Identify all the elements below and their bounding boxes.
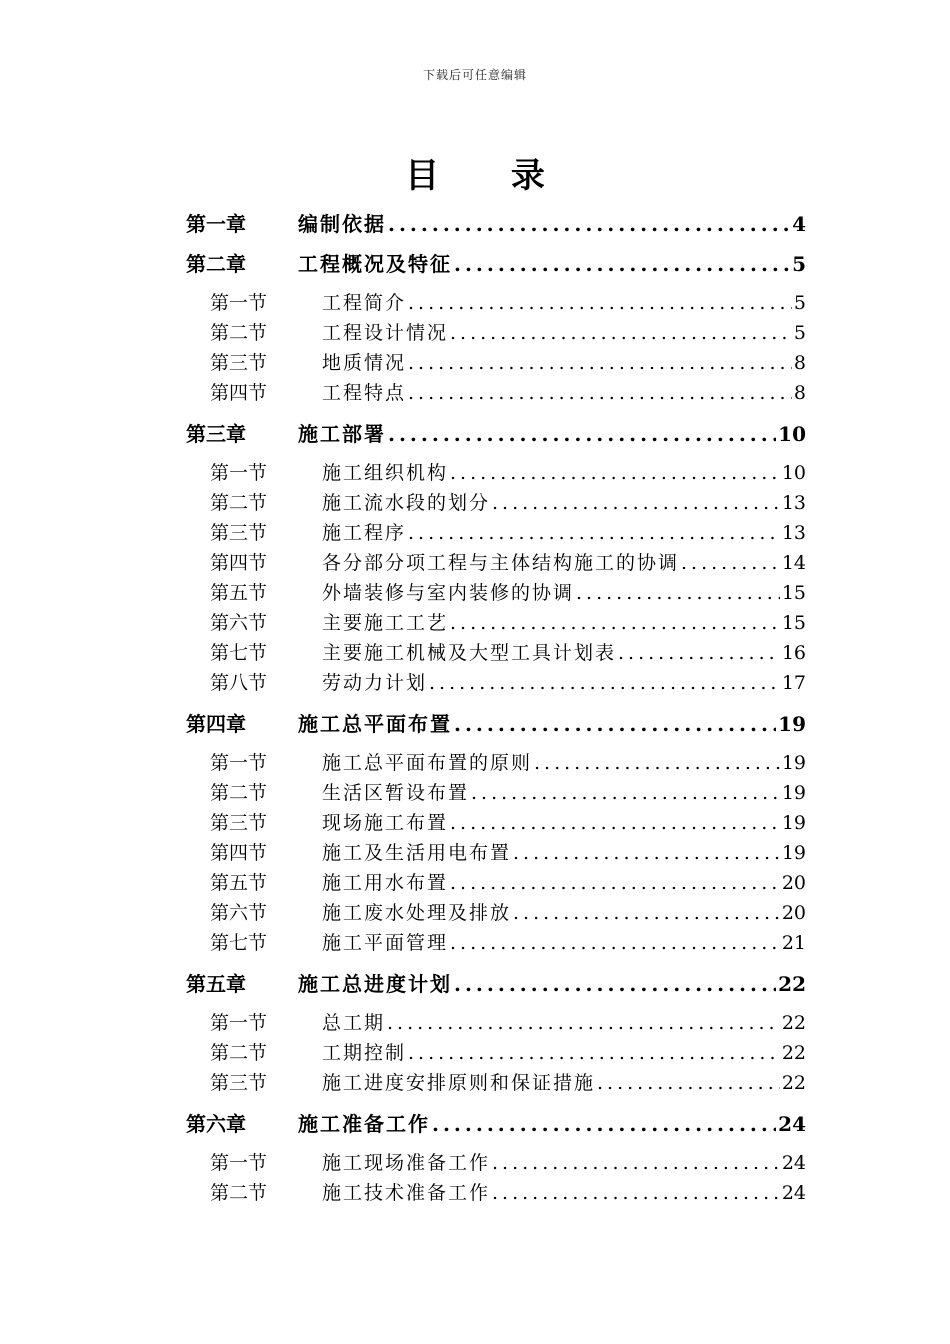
toc-entry-number: 第二节 — [210, 492, 268, 514]
toc-entry-number: 第一节 — [210, 1152, 268, 1174]
toc-entry-number: 第三章 — [186, 422, 246, 446]
toc-dot-leader — [387, 1012, 780, 1034]
toc-page-number: 19 — [781, 782, 806, 804]
toc-page-number: 15 — [781, 582, 806, 604]
toc-entry-title: 施工组织机构 — [322, 462, 449, 484]
toc-page-number: 24 — [781, 1152, 806, 1174]
toc-page-number: 22 — [781, 1042, 806, 1064]
toc-entry-title: 施工用水布置 — [322, 872, 449, 894]
toc-page-number: 8 — [793, 382, 806, 404]
toc-entry-number: 第四节 — [210, 382, 268, 404]
toc-entry-number: 第二章 — [186, 252, 246, 276]
toc-page-number: 20 — [781, 902, 806, 924]
toc-dot-leader — [408, 1042, 780, 1064]
toc-entry-number: 第三节 — [210, 522, 268, 544]
toc-section-row[interactable] — [210, 458, 806, 485]
toc-dot-leader — [513, 842, 780, 864]
toc-dot-leader — [450, 462, 780, 484]
toc-page-number: 13 — [781, 492, 806, 514]
toc-entry-title: 地质情况 — [322, 352, 407, 374]
toc-section-row[interactable] — [210, 638, 806, 665]
toc-dot-leader — [388, 422, 776, 446]
toc-section-row[interactable] — [210, 748, 806, 775]
toc-section-row[interactable] — [210, 1008, 806, 1035]
page-title: 目 录 — [405, 156, 575, 196]
toc-dot-leader — [576, 582, 780, 604]
toc-section-row[interactable] — [210, 868, 806, 895]
toc-section-row[interactable] — [210, 608, 806, 635]
toc-section-row[interactable] — [210, 808, 806, 835]
toc-entry-number: 第五节 — [210, 582, 268, 604]
toc-dot-leader — [454, 712, 776, 736]
toc-entry-number: 第四节 — [210, 552, 268, 574]
toc-page-number: 10 — [778, 422, 806, 446]
toc-entry-title: 施工技术准备工作 — [322, 1182, 491, 1204]
header-note: 下载后可任意编辑 — [422, 68, 527, 82]
toc-page-number: 15 — [781, 612, 806, 634]
toc-section-row[interactable] — [210, 928, 806, 955]
toc-dot-leader — [408, 382, 792, 404]
toc-entry-title: 施工程序 — [322, 522, 407, 544]
toc-dot-leader — [408, 292, 792, 314]
toc-entry-title: 劳动力计划 — [322, 672, 428, 694]
toc-chapter-row[interactable] — [186, 248, 806, 277]
toc-entry-number: 第三节 — [210, 812, 268, 834]
toc-dot-leader — [492, 1152, 780, 1174]
toc-dot-leader — [454, 972, 776, 996]
toc-entry-number: 第七节 — [210, 642, 268, 664]
toc-dot-leader — [492, 492, 780, 514]
toc-section-row[interactable] — [210, 548, 806, 575]
toc-page-number: 13 — [781, 522, 806, 544]
toc-entry-number: 第二节 — [210, 1042, 268, 1064]
toc-entry-number: 第一节 — [210, 292, 268, 314]
toc-dot-leader — [492, 1182, 780, 1204]
toc-entry-title: 施工总平面布置的原则 — [322, 752, 533, 774]
toc-entry-number: 第一节 — [210, 462, 268, 484]
toc-page-number: 19 — [781, 842, 806, 864]
toc-entry-title: 施工平面管理 — [322, 932, 449, 954]
toc-dot-leader — [450, 322, 792, 344]
toc-section-row[interactable] — [210, 318, 806, 345]
toc-page-number: 5 — [793, 292, 806, 314]
toc-section-row[interactable] — [210, 488, 806, 515]
toc-chapter-row[interactable] — [186, 708, 806, 737]
toc-dot-leader — [432, 1112, 776, 1136]
toc-entry-number: 第三节 — [210, 352, 268, 374]
toc-entry-title: 现场施工布置 — [322, 812, 449, 834]
toc-page-number: 19 — [781, 812, 806, 834]
toc-chapter-row[interactable] — [186, 418, 806, 447]
toc-entry-title: 工程简介 — [322, 292, 407, 314]
toc-entry-number: 第五章 — [186, 972, 246, 996]
toc-dot-leader — [450, 612, 780, 634]
toc-dot-leader — [513, 902, 780, 924]
toc-page-number: 19 — [778, 712, 806, 736]
toc-dot-leader — [681, 552, 780, 574]
toc-section-row[interactable] — [210, 898, 806, 925]
toc-section-row[interactable] — [210, 1148, 806, 1175]
toc-page-number: 8 — [793, 352, 806, 374]
toc-entry-number: 第三节 — [210, 1072, 268, 1094]
toc-section-row[interactable] — [210, 288, 806, 315]
toc-section-row[interactable] — [210, 778, 806, 805]
toc-entry-title: 施工进度安排原则和保证措施 — [322, 1072, 596, 1094]
toc-entry-title: 外墙装修与室内装修的协调 — [322, 582, 575, 604]
toc-entry-number: 第五节 — [210, 872, 268, 894]
toc-entry-title: 工程特点 — [322, 382, 407, 404]
toc-dot-leader — [618, 642, 780, 664]
toc-entry-number: 第七节 — [210, 932, 268, 954]
toc-entry-title: 施工总进度计划 — [298, 972, 452, 996]
toc-entry-title: 施工准备工作 — [298, 1112, 430, 1136]
toc-section-row[interactable] — [210, 578, 806, 605]
toc-dot-leader — [597, 1072, 780, 1094]
toc-dot-leader — [454, 252, 790, 276]
toc-entry-title: 编制依据 — [298, 212, 386, 236]
toc-entry-number: 第四章 — [186, 712, 246, 736]
toc-page-number: 10 — [781, 462, 806, 484]
toc-entry-number: 第一章 — [186, 212, 246, 236]
toc-page-number: 21 — [781, 932, 806, 954]
toc-entry-title: 工程设计情况 — [322, 322, 449, 344]
toc-dot-leader — [534, 752, 780, 774]
toc-entry-number: 第六节 — [210, 612, 268, 634]
toc-page-number: 16 — [781, 642, 806, 664]
toc-entry-title: 施工总平面布置 — [298, 712, 452, 736]
toc-section-row[interactable] — [210, 348, 806, 375]
toc-page-number: 4 — [792, 212, 806, 236]
toc-page-number: 19 — [781, 752, 806, 774]
toc-dot-leader — [471, 782, 780, 804]
toc-dot-leader — [408, 352, 792, 374]
toc-section-row[interactable] — [210, 378, 806, 405]
toc-page-number: 24 — [781, 1182, 806, 1204]
toc-page-number: 17 — [781, 672, 806, 694]
toc-entry-title: 施工废水处理及排放 — [322, 902, 512, 924]
toc-dot-leader — [388, 212, 790, 236]
toc-page-number: 22 — [781, 1072, 806, 1094]
toc-entry-number: 第二节 — [210, 1182, 268, 1204]
toc-entry-number: 第四节 — [210, 842, 268, 864]
toc-section-row[interactable] — [210, 1068, 806, 1095]
toc-entry-title: 施工及生活用电布置 — [322, 842, 512, 864]
toc-chapter-row[interactable] — [186, 968, 806, 997]
toc-page-number: 22 — [778, 972, 806, 996]
toc-page-number: 22 — [781, 1012, 806, 1034]
toc-entry-number: 第二节 — [210, 322, 268, 344]
toc-page-number: 5 — [792, 252, 806, 276]
toc-dot-leader — [450, 932, 780, 954]
toc-section-row[interactable] — [210, 1038, 806, 1065]
toc-entry-title: 主要施工工艺 — [322, 612, 449, 634]
toc-dot-leader — [450, 872, 780, 894]
toc-entry-number: 第一节 — [210, 752, 268, 774]
toc-entry-title: 工期控制 — [322, 1042, 407, 1064]
toc-entry-number: 第六节 — [210, 902, 268, 924]
toc-entry-title: 各分部分项工程与主体结构施工的协调 — [322, 552, 680, 574]
toc-chapter-row[interactable] — [186, 208, 806, 237]
toc-entry-number: 第六章 — [186, 1112, 246, 1136]
toc-entry-title: 施工部署 — [298, 422, 386, 446]
toc-entry-title: 生活区暂设布置 — [322, 782, 470, 804]
toc-dot-leader — [408, 522, 780, 544]
toc-dot-leader — [429, 672, 780, 694]
toc-entry-number: 第八节 — [210, 672, 268, 694]
toc-entry-title: 总工期 — [322, 1012, 386, 1034]
toc-entry-number: 第二节 — [210, 782, 268, 804]
toc-section-row[interactable] — [210, 838, 806, 865]
toc-section-row[interactable] — [210, 668, 806, 695]
toc-section-row[interactable] — [210, 1178, 806, 1205]
toc-page-number: 24 — [778, 1112, 806, 1136]
toc-page-number: 5 — [793, 322, 806, 344]
toc-entry-title: 主要施工机械及大型工具计划表 — [322, 642, 617, 664]
toc-page-number: 14 — [781, 552, 806, 574]
toc-dot-leader — [450, 812, 780, 834]
toc-entry-title: 施工现场准备工作 — [322, 1152, 491, 1174]
toc-page-number: 20 — [781, 872, 806, 894]
toc-chapter-row[interactable] — [186, 1108, 806, 1137]
toc-entry-number: 第一节 — [210, 1012, 268, 1034]
toc-entry-title: 工程概况及特征 — [298, 252, 452, 276]
toc-entry-title: 施工流水段的划分 — [322, 492, 491, 514]
toc-section-row[interactable] — [210, 518, 806, 545]
